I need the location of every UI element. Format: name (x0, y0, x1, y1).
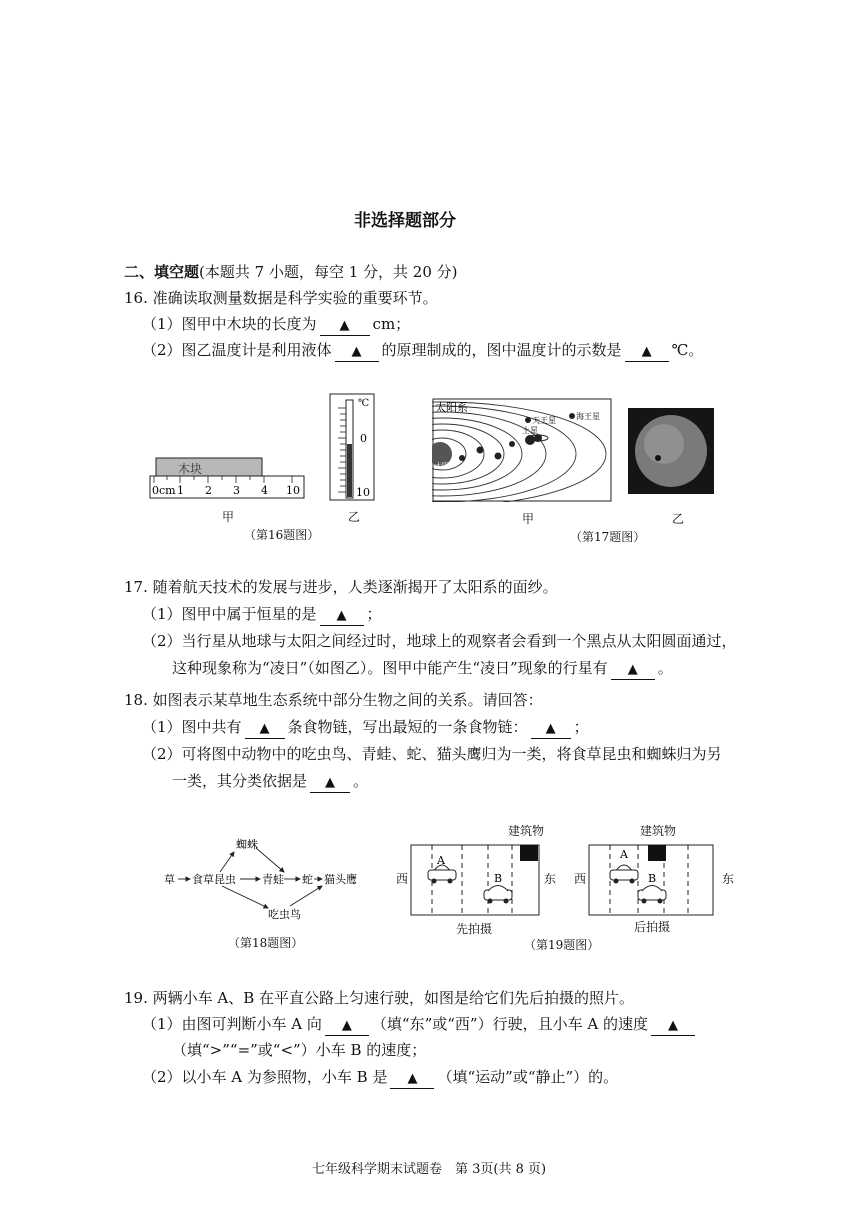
q17-part2-line1: （2）当行星从地球与太阳之间经过时，地球上的观察者会看到一个黑点从太阳圆面通过， (142, 632, 737, 650)
q18-p1-mid: 条食物链，写出最短的一条食物链： (287, 718, 528, 736)
q16-p1-unit: cm； (372, 315, 411, 333)
fig19-photo1 (410, 844, 540, 916)
planet-2 (477, 447, 484, 454)
photo2-west: 西 (574, 872, 587, 886)
q16-blank-2[interactable]: ▲ (335, 343, 379, 362)
q19-p2-text: （2）以小车 A 为参照物，小车 B 是 (142, 1068, 388, 1086)
transit-dot (655, 455, 661, 461)
photo2-building-label: 建筑物 (640, 824, 677, 838)
car-a-label-1: A (437, 854, 445, 867)
q16-part1 (142, 314, 410, 336)
q18-p1-end: ； (573, 718, 589, 736)
planet-7 (525, 417, 531, 423)
q18-part1 (142, 717, 589, 739)
fig19-photo2 (588, 844, 714, 916)
q18-blank-2[interactable]: ▲ (531, 720, 571, 739)
page-title: 非选择题部分 (354, 211, 456, 231)
q17-part2-line2 (172, 658, 673, 680)
node-snake: 蛇 (302, 873, 313, 886)
planet-1 (459, 455, 465, 461)
q19-blank-1[interactable]: ▲ (325, 1017, 369, 1036)
ruler-label-1: 1 (177, 484, 184, 497)
q19-part1-line2: （填“>”“=”或“<”）小车 B 的速度； (172, 1041, 427, 1059)
node-owl: 猫头鹰 (324, 873, 357, 886)
q16-p2-text: （2）图乙温度计是利用液体 (142, 341, 332, 359)
fig17-sub-a: 甲 (522, 512, 535, 526)
thermometer-unit: ℃ (358, 398, 370, 409)
q18-stem: 18. 如图表示某草地生态系统中部分生物之间的关系。请回答： (124, 691, 543, 709)
wood-block (156, 458, 262, 478)
page-footer: 七年级科学期末试题卷 第 3页(共 8 页) (312, 1162, 547, 1177)
building-1 (520, 845, 538, 861)
section-heading-note: (本题共 7 小题，每空 1 分，共 20 分) (199, 263, 458, 281)
photo1-caption: 先拍摄 (456, 922, 493, 936)
fig17-sub-b: 乙 (672, 512, 685, 526)
sun-granules (644, 424, 684, 464)
q17-p1-text: （1）图甲中属于恒星的是 (142, 605, 317, 623)
photo2-east: 东 (722, 872, 735, 886)
q19-part2 (142, 1067, 618, 1089)
photo1-west: 西 (396, 872, 409, 886)
ruler-label-2: 2 (205, 484, 212, 497)
q16-p2-mid: 的原理制成的，图中温度计的示数是 (381, 341, 622, 359)
ruler-label-0: 0cm (152, 484, 176, 497)
q16-blank-1[interactable]: ▲ (320, 317, 370, 336)
planet-6 (534, 434, 542, 442)
photo1-building-label: 建筑物 (508, 824, 545, 838)
section-heading (124, 262, 458, 282)
q19-p1-mid: （填“东”或“西”）行驶，且小车 A 的速度 (371, 1015, 648, 1033)
q16-p1-text: （1）图甲中木块的长度为 (142, 315, 317, 333)
q17-part1 (142, 604, 382, 626)
fig17-transit-photo (628, 408, 714, 494)
building-2 (648, 845, 666, 861)
q18-blank-1[interactable]: ▲ (245, 720, 285, 739)
node-herbivore-insect: 食草昆虫 (192, 873, 236, 886)
planet-4 (509, 441, 515, 447)
q17-blank-1[interactable]: ▲ (320, 607, 364, 626)
q18-p2-end: 。 (353, 772, 369, 790)
node-spider: 蜘蛛 (236, 838, 258, 851)
fig19-caption: （第19题图） (524, 938, 600, 952)
car-b-label-2: B (648, 872, 657, 885)
q19-blank-3[interactable]: ▲ (390, 1070, 434, 1089)
fig16-sub-a: 甲 (222, 510, 235, 524)
q18-p1-text: （1）图中共有 (142, 718, 242, 736)
car-b-label-1: B (494, 872, 503, 885)
photo1-east: 东 (544, 872, 557, 886)
label-sun: 太阳 (435, 462, 449, 470)
planet-8 (569, 413, 575, 419)
fig17-solar-system (432, 398, 612, 502)
q19-part1 (142, 1014, 698, 1036)
q16-part2 (142, 340, 703, 362)
fig16-caption: （第16题图） (244, 528, 320, 542)
node-grass: 草 (164, 873, 175, 886)
q17-p2-text: 这种现象称为“凌日”（如图乙）。图甲中能产生“凌日”现象的行星有 (172, 659, 608, 677)
fig16-ruler-figure (148, 450, 308, 502)
car-a-label-2: A (620, 848, 628, 861)
fig18-food-web (160, 834, 370, 924)
node-insectivore-bird: 吃虫鸟 (268, 908, 301, 921)
q19-p2-end: （填“运动”或“静止”）的。 (437, 1068, 619, 1086)
thermometer-label-10: 10 (356, 486, 370, 499)
section-heading-label: 二、填空题 (124, 263, 200, 281)
ruler-label-10: 10 (286, 484, 300, 497)
label-neptune: 海王星 (576, 412, 600, 421)
fig17-caption: （第17题图） (570, 530, 646, 544)
q19-blank-2[interactable]: ▲ (651, 1017, 695, 1036)
q18-part2-line1: （2）可将图中动物中的吃虫鸟、青蛙、蛇、猫头鹰归为一类，将食草昆虫和蜘蛛归为另 (142, 745, 722, 763)
solar-title: 太阳系 (435, 401, 468, 414)
q16-blank-3[interactable]: ▲ (625, 343, 669, 362)
q18-part2-line2 (172, 771, 368, 793)
ruler-label-3: 3 (233, 484, 240, 497)
node-frog: 青蛙 (262, 873, 284, 886)
label-uranus: 天王星 (532, 416, 556, 425)
label-saturn: 土星 (522, 426, 538, 435)
q18-p2-text: 一类，其分类依据是 (172, 772, 308, 790)
fig16-sub-b: 乙 (348, 510, 361, 524)
wood-block-label: 木块 (178, 462, 203, 476)
q16-p2-unit: ℃。 (671, 341, 704, 359)
q18-blank-3[interactable]: ▲ (310, 774, 350, 793)
q17-blank-2[interactable]: ▲ (611, 661, 655, 680)
q16-stem: 16. 准确读取测量数据是科学实验的重要环节。 (124, 289, 438, 307)
q17-p2-end: 。 (657, 659, 673, 677)
q19-stem: 19. 两辆小车 A、B 在平直公路上匀速行驶，如图是给它们先后拍摄的照片。 (124, 989, 635, 1007)
photo2-caption: 后拍摄 (634, 920, 671, 934)
planet-3 (495, 453, 502, 460)
fig16-thermometer (328, 392, 378, 502)
q19-p1-text: （1）由图可判断小车 A 向 (142, 1015, 322, 1033)
ruler-label-4: 4 (261, 484, 268, 497)
thermometer-liquid (347, 444, 352, 497)
q17-stem: 17. 随着航天技术的发展与进步，人类逐渐揭开了太阳系的面纱。 (124, 578, 558, 596)
thermometer-label-0: 0 (360, 432, 367, 445)
fig18-caption: （第18题图） (228, 936, 304, 950)
q17-p1-end: ； (366, 605, 382, 623)
